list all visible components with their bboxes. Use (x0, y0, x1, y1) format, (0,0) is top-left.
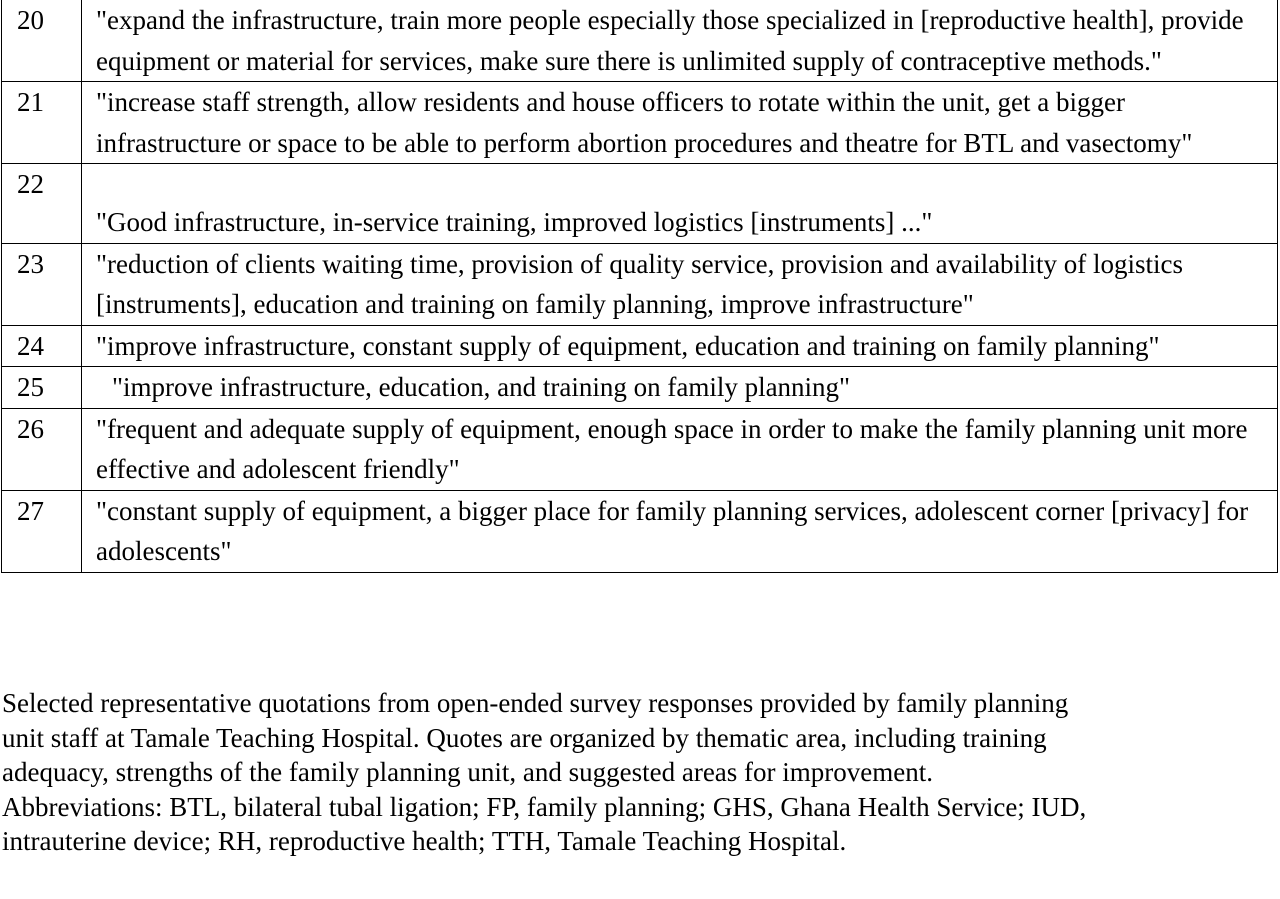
table-row (2, 164, 1278, 244)
quote-cell: "constant supply of equipment, a bigger place for family planning services, adolescent corner [privacy] for adolescents" (82, 490, 1278, 572)
quote-cell: "frequent and adequate supply of equipment, enough space in order to make the family planning unit more effective and adolescent friendly" (82, 408, 1278, 490)
row-number: 27 (2, 490, 82, 572)
quote-cell: "increase staff strength, allow residents and house officers to rotate within the unit, get a bigger infrastructure or space to be able to perform abortion procedures and theatre for BTL and vasectomy" (82, 82, 1278, 164)
quotations-table (1, 0, 1278, 573)
table-footnotes (2, 686, 1272, 859)
abbreviations-note: Abbreviations: BTL, bilateral tubal ligation; FP, family planning; GHS, Ghana Health Service; IUD, intrauterine device; RH, reproductive health; TTH, Tamale Teaching Hospital. (2, 791, 1087, 856)
table-caption: Selected representative quotations from open-ended survey responses provided by family planning unit staff at Tamale Teaching Hospital. Quotes are organized by thematic area, including training adequacy, strengths of the family planning unit, and suggested areas for improvement. (2, 688, 1069, 787)
quote-cell: "Good infrastructure, in-service training, improved logistics [instruments] ..." (82, 164, 1278, 244)
table-row (2, 0, 1278, 82)
quote-cell: "reduction of clients waiting time, provision of quality service, provision and availability of logistics [instruments], education and training on family planning, improve infrastructure" (82, 243, 1278, 325)
table-row (2, 82, 1278, 164)
row-number: 20 (2, 0, 82, 82)
table-row (2, 243, 1278, 325)
row-number: 21 (2, 82, 82, 164)
row-number: 26 (2, 408, 82, 490)
row-number: 23 (2, 243, 82, 325)
table-row (2, 367, 1278, 409)
row-number: 25 (2, 367, 82, 409)
quote-cell: "improve infrastructure, education, and training on family planning" (82, 367, 1278, 409)
quote-cell: "expand the infrastructure, train more people especially those specialized in [reproductive health], provide equipment or material for services, make sure there is unlimited supply of contraceptive methods." (82, 0, 1278, 82)
table-row (2, 408, 1278, 490)
table-row (2, 325, 1278, 367)
table-row (2, 490, 1278, 572)
row-number: 24 (2, 325, 82, 367)
row-number: 22 (2, 164, 82, 244)
quote-cell: "improve infrastructure, constant supply of equipment, education and training on family planning" (82, 325, 1278, 367)
